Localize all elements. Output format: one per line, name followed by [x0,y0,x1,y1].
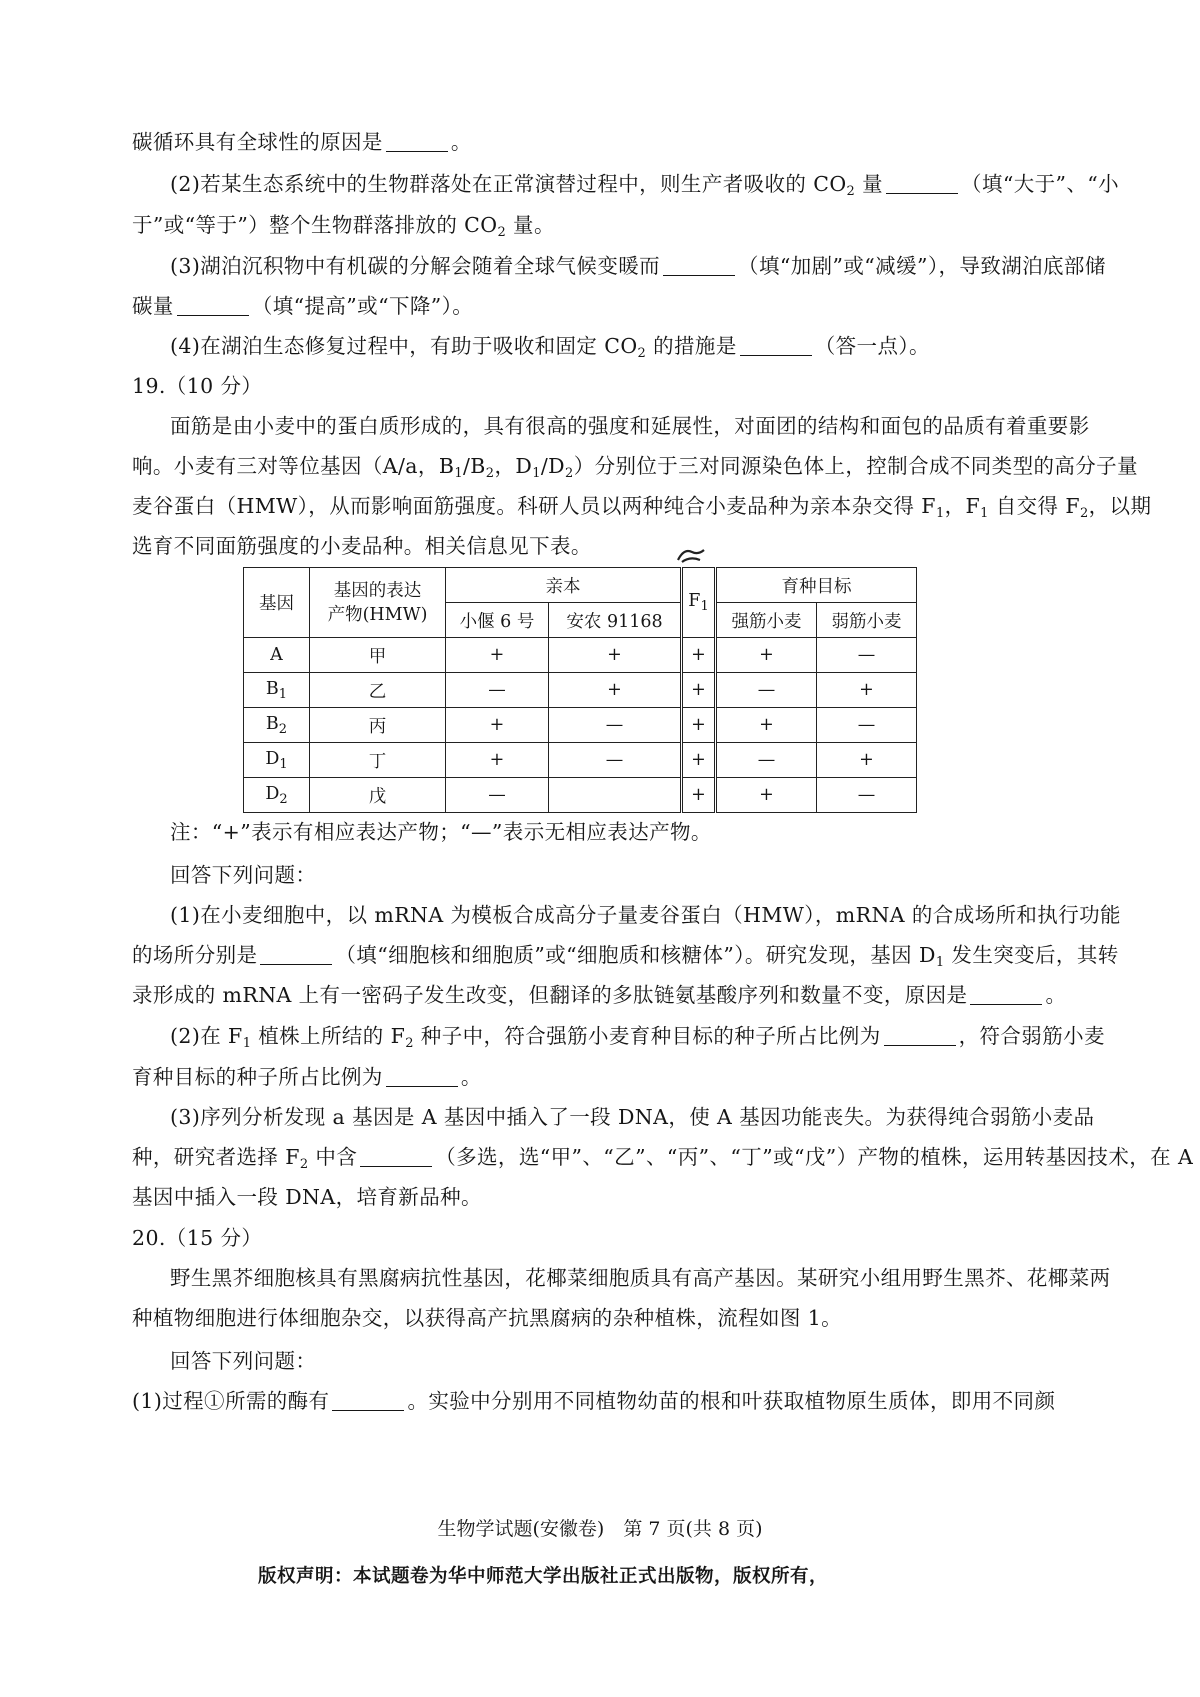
header-parent1: 小偃 6 号 [446,603,549,638]
q19-part1-line1: (1)在小麦细胞中，以 mRNA 为模板合成高分子量麦谷蛋白（HMW），mRNA 的合成场所和执行功能 [170,903,1121,927]
q19-heading: 19.（10 分） [132,374,263,398]
table-row [244,673,917,708]
q20-intro-line2: 种植物细胞进行体细胞杂交，以获得高产抗黑腐病的杂种植株，流程如图 1。 [132,1306,843,1330]
table-row [244,638,917,673]
product-cell: 乙 [310,673,446,708]
answer-blank[interactable] [332,1388,404,1411]
strong-cell: + [716,778,817,813]
parent1-cell: + [446,638,549,673]
answer-blank[interactable] [177,293,249,316]
parent2-cell: + [549,638,682,673]
q18-part2-line1: (2)若某生态系统中的生物群落处在正常演替过程中，则生产者吸收的 $CO_2$ 量 （填“大于”、“小 [170,172,1120,199]
q18-line0: 碳循环具有全球性的原因是 。 [132,130,472,154]
q20-intro-line1: 野生黑芥细胞核具有黑腐病抗性基因，花椰菜细胞质具有高产基因。某研究小组用野生黑芥、花椰菜两 [170,1266,1111,1290]
answer-blank[interactable] [884,1023,956,1046]
header-parent2: 安农 91168 [549,603,682,638]
product-cell: 戊 [310,778,446,813]
q20-part1: (1)过程①所需的酶有 。实验中分别用不同植物幼苗的根和叶获取植物原生质体，即用不同颜 [132,1389,1056,1413]
answer-blank[interactable] [663,253,735,276]
table-row [244,708,917,743]
answer-blank[interactable] [740,333,812,356]
parent1-cell: — [446,778,549,813]
product-cell: 丁 [310,743,446,778]
header-strong: 强筋小麦 [716,603,817,638]
answer-blank[interactable] [886,171,958,194]
header-gene: 基因 [244,568,310,638]
answer-blank[interactable] [360,1144,432,1167]
q18-part3-line2: 碳量 （填“提高”或“下降”）。 [132,294,474,318]
weak-cell: + [817,743,917,778]
weak-cell: — [817,778,917,813]
gene-table-body [244,638,917,813]
strong-cell: — [716,743,817,778]
strong-cell: + [716,638,817,673]
q20-heading: 20.（15 分） [132,1226,263,1250]
q19-part1-line3: 录形成的 mRNA 上有一密码子发生改变，但翻译的多肽链氨基酸序列和数量不变，原因是 。 [132,983,1067,1007]
table-note: 注：“+”表示有相应表达产物；“—”表示无相应表达产物。 [170,820,712,844]
parent2-cell: + [549,673,682,708]
q18-part3-line1: (3)湖泊沉积物中有机碳的分解会随着全球气候变暖而 （填“加剧”或“减缓”），导致湖泊底部储 [170,254,1106,278]
product-cell: 甲 [310,638,446,673]
strong-cell: — [716,673,817,708]
q18-part2-line2: 于”或“等于”）整个生物群落排放的 $CO_2$ 量。 [132,213,555,240]
gene-table [243,567,917,813]
q19-part2-line2: 育种目标的种子所占比例为 。 [132,1065,482,1089]
weak-cell: — [817,638,917,673]
q19-intro-line3: 麦谷蛋白（HMW），从而影响面筋强度。科研人员以两种纯合小麦品种为亲本杂交得 $F_1$，$F_1$ 自交得 $F_2$，以期 [132,494,1152,521]
gene-cell: A [244,638,310,673]
header-product: 基因的表达 产物(HMW) [310,568,446,638]
q19-part3-line2: 种，研究者选择 $F_2$ 中含 （多选，选“甲”、“乙”、“丙”、“丁”或“戊”）产物的植株，运用转基因技术，在 A [132,1145,1194,1172]
answer-blank[interactable] [970,982,1042,1005]
weak-cell: — [817,708,917,743]
q19-part3-line1: (3)序列分析发现 a 基因是 A 基因中插入了一段 DNA，使 A 基因功能丧失。为获得纯合弱筋小麦品 [170,1105,1095,1129]
q19-answer-prompt: 回答下列问题： [170,863,317,887]
answer-blank[interactable] [260,942,332,965]
f1-cell: + [682,708,716,743]
header-parents: 亲本 [446,568,682,603]
copyright-notice: 版权声明：本试题卷为华中师范大学出版社正式出版物，版权所有， [258,1566,829,1587]
parent1-cell: — [446,673,549,708]
header-weak: 弱筋小麦 [817,603,917,638]
q19-intro-line1: 面筋是由小麦中的蛋白质形成的，具有很高的强度和延展性，对面团的结构和面包的品质有着重要影 [170,414,1090,438]
parent2-cell: — [549,708,682,743]
scribble-mark [676,546,706,564]
f1-cell: + [682,743,716,778]
q18-part4: (4)在湖泊生态修复过程中，有助于吸收和固定 $CO_2$ 的措施是 （答一点）。 [170,334,930,361]
f1-cell: + [682,673,716,708]
gene-cell: $D_1$ [244,743,310,778]
strong-cell: + [716,708,817,743]
parent2-cell: — [549,743,682,778]
header-goal: 育种目标 [716,568,917,603]
q20-answer-prompt: 回答下列问题： [170,1349,317,1373]
page-footer: 生物学试题(安徽卷) 第 7 页(共 8 页) [437,1518,763,1540]
table-row [244,778,917,813]
q19-intro-line2: 响。小麦有三对等位基因（A/a，$B_1/B_2$，$D_1/D_2$）分别位于三对同源染色体上，控制合成不同类型的高分子量 [132,454,1138,481]
weak-cell: + [817,673,917,708]
parent2-cell [549,778,682,813]
f1-cell: + [682,778,716,813]
parent1-cell: + [446,708,549,743]
header-f1: $F_1$ [682,568,716,638]
parent1-cell: + [446,743,549,778]
answer-blank[interactable] [386,1064,458,1087]
f1-cell: + [682,638,716,673]
q19-part1-line2: 的场所分别是 （填“细胞核和细胞质”或“细胞质和核糖体”）。研究发现，基因 $D_1$ 发生突变后，其转 [132,943,1119,970]
q19-part2-line1: (2)在 $F_1$ 植株上所结的 $F_2$ 种子中，符合强筋小麦育种目标的种子所占比例为 ，符合弱筋小麦 [170,1024,1105,1051]
gene-cell: $D_2$ [244,778,310,813]
q19-part3-line3: 基因中插入一段 DNA，培育新品种。 [132,1185,482,1209]
answer-blank[interactable] [386,129,448,152]
gene-cell: $B_1$ [244,673,310,708]
q19-intro-line4: 选育不同面筋强度的小麦品种。相关信息见下表。 [132,534,592,558]
table-row [244,743,917,778]
product-cell: 丙 [310,708,446,743]
gene-cell: $B_2$ [244,708,310,743]
